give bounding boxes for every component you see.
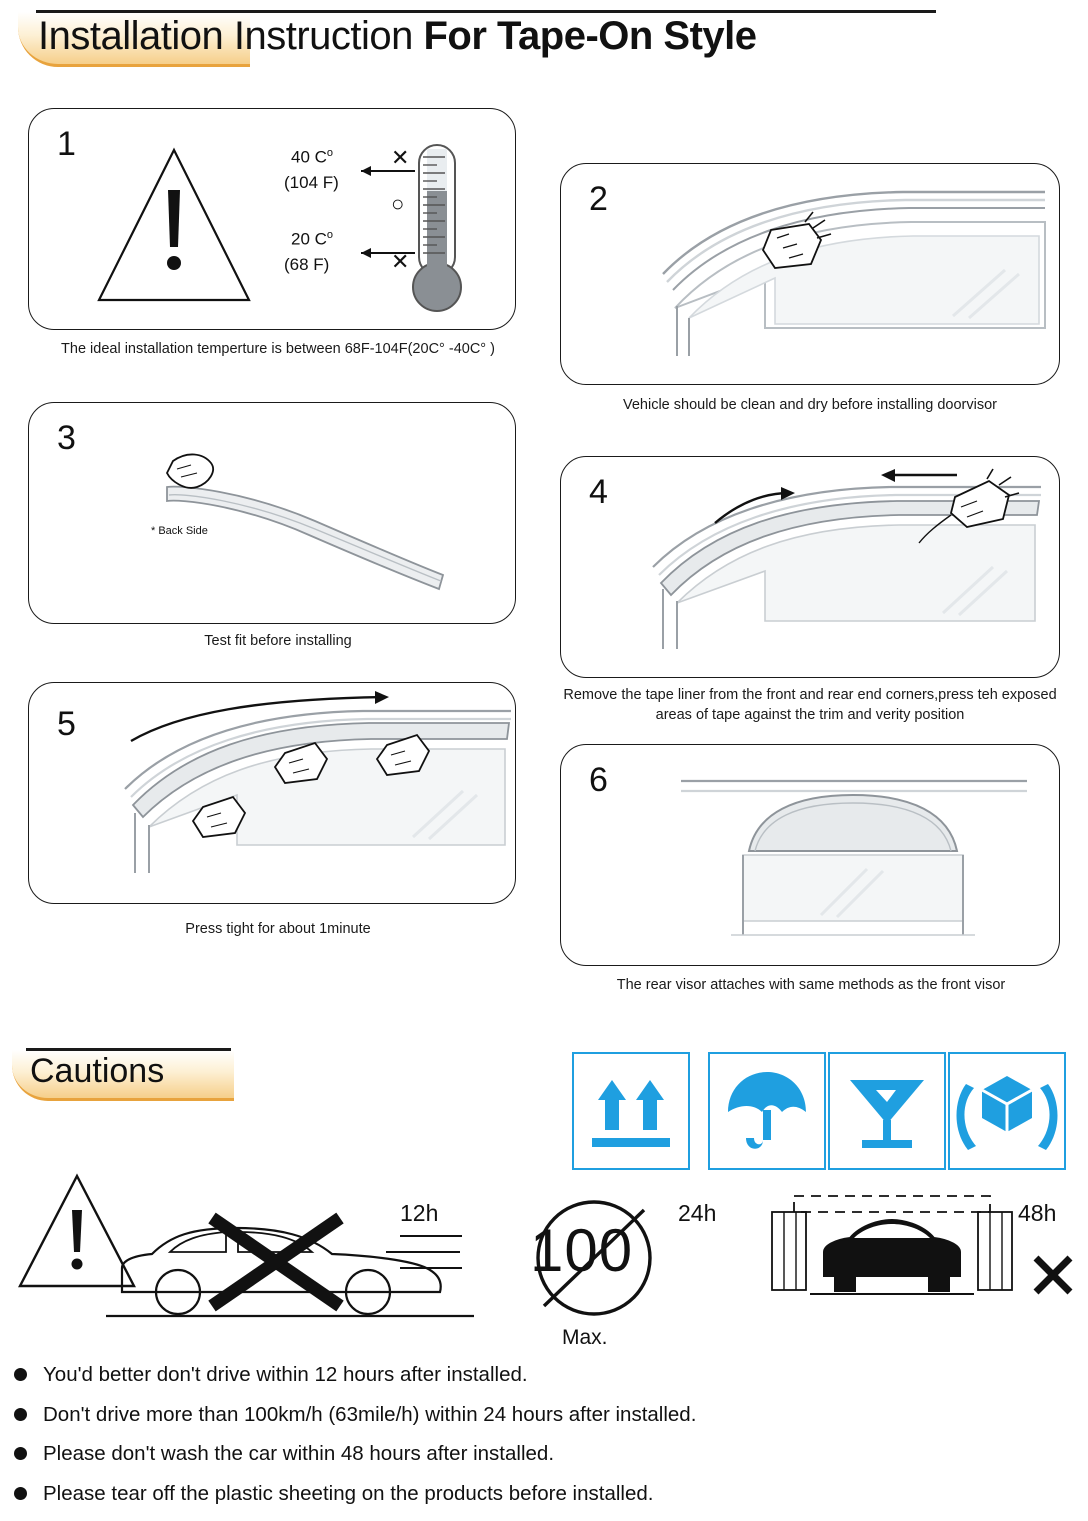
keep-dry-umbrella-icon [710, 1054, 824, 1168]
list-item [14, 1481, 1064, 1507]
step-number-4: 4 [589, 473, 608, 511]
list-item [14, 1362, 1064, 1388]
bullet-dot-icon [14, 1368, 27, 1381]
cautions-top-rule [26, 1048, 231, 1051]
shipping-icon-keep-dry [708, 1052, 826, 1170]
bullet-dot-icon [14, 1408, 27, 1421]
step-number-6: 6 [589, 761, 608, 799]
step5-illustration [107, 677, 521, 893]
list-item [14, 1441, 1064, 1467]
step-caption-6: The rear visor attaches with same methods as the front visor [616, 977, 1006, 993]
step1-illustration [79, 135, 499, 315]
step-number-1: 1 [57, 125, 76, 163]
step-number-2: 2 [589, 180, 608, 218]
step4-illustration [637, 463, 1049, 671]
step-panel-3 [28, 402, 516, 624]
caution-bullet-list [14, 1362, 1064, 1521]
step-caption-4: Remove the tape liner from the front and rear end corners,press teh exposed areas of tape against the trim and verity position [563, 687, 1057, 723]
step1-temp-low-c: 20 $C^o$ [291, 229, 334, 249]
step-panel-1 [28, 108, 516, 330]
step1-x-mark-top: ✕ [391, 145, 410, 170]
step-panel-6 [560, 744, 1060, 966]
header-top-rule [36, 10, 936, 13]
step3-back-side-label: * Back Side [151, 525, 208, 537]
step-caption-1: The ideal installation temperture is between 68F-104F(20C° -40C° ) [61, 341, 495, 357]
shipping-icon-this-side-up [572, 1052, 690, 1170]
step-panel-2 [560, 163, 1060, 385]
step1-o-mark: ○ [391, 191, 405, 216]
caution-bullet-text: You'd better don't drive within 12 hours after installed. [43, 1363, 528, 1386]
step1-temp-high-c: 40 $C^o$ [291, 147, 334, 167]
cautions-header [12, 1046, 262, 1102]
step-number-5: 5 [57, 705, 76, 743]
step3-illustration [125, 425, 505, 605]
page-title-bold: For Tape-On Style [423, 14, 757, 58]
handle-with-care-icon [950, 1054, 1064, 1168]
step-caption-2: Vehicle should be clean and dry before installing doorvisor [622, 397, 997, 413]
caution-cross-mark-icon [1030, 1252, 1076, 1298]
list-item [14, 1402, 1064, 1428]
step6-illustration [671, 759, 1041, 953]
peel-tab-icon [167, 454, 213, 487]
step2-illustration [653, 178, 1053, 374]
keep-away-from-sunlight-icon [830, 1054, 944, 1168]
this-side-up-icon [574, 1054, 688, 1168]
page-title [38, 14, 757, 59]
page-title-thin: Installation Instruction [38, 14, 424, 58]
step-number-3: 3 [57, 419, 76, 457]
step-panel-4 [560, 456, 1060, 678]
caution-speed-max-label: Max. [562, 1326, 608, 1349]
bullet-dot-icon [14, 1447, 27, 1460]
bullet-dot-icon [14, 1487, 27, 1500]
shipping-icon-keep-away-sunlight [828, 1052, 946, 1170]
visor-strip [167, 487, 443, 589]
caution-bullet-text: Please tear off the plastic sheeting on the products before installed. [43, 1481, 654, 1505]
caution-speed-value: 100 [530, 1217, 634, 1284]
step1-x-mark-bottom: ✕ [391, 249, 410, 274]
caution-bullet-text: Please don't wash the car within 48 hours after installed. [43, 1442, 555, 1466]
caution-12h-label: 12h [400, 1200, 439, 1226]
caution-no-car-wash-icon [762, 1190, 1022, 1322]
caution-24h-label: 24h [678, 1200, 717, 1226]
step1-temp-low-f: (68 F) [284, 255, 330, 274]
caution-bullet-text: Don't drive more than 100km/h (63mile/h) within 24 hours after installed. [43, 1402, 697, 1426]
caution-48h-label: 48h [1018, 1200, 1057, 1226]
page-header [18, 8, 1070, 70]
step1-temp-high-f: (104 F) [284, 173, 339, 192]
cautions-title: Cautions [30, 1052, 165, 1090]
shipping-icon-handle-with-care [948, 1052, 1066, 1170]
step-panel-5 [28, 682, 516, 904]
step-caption-3: Test fit before installing [204, 633, 352, 649]
step-caption-5: Press tight for about 1minute [185, 921, 371, 937]
